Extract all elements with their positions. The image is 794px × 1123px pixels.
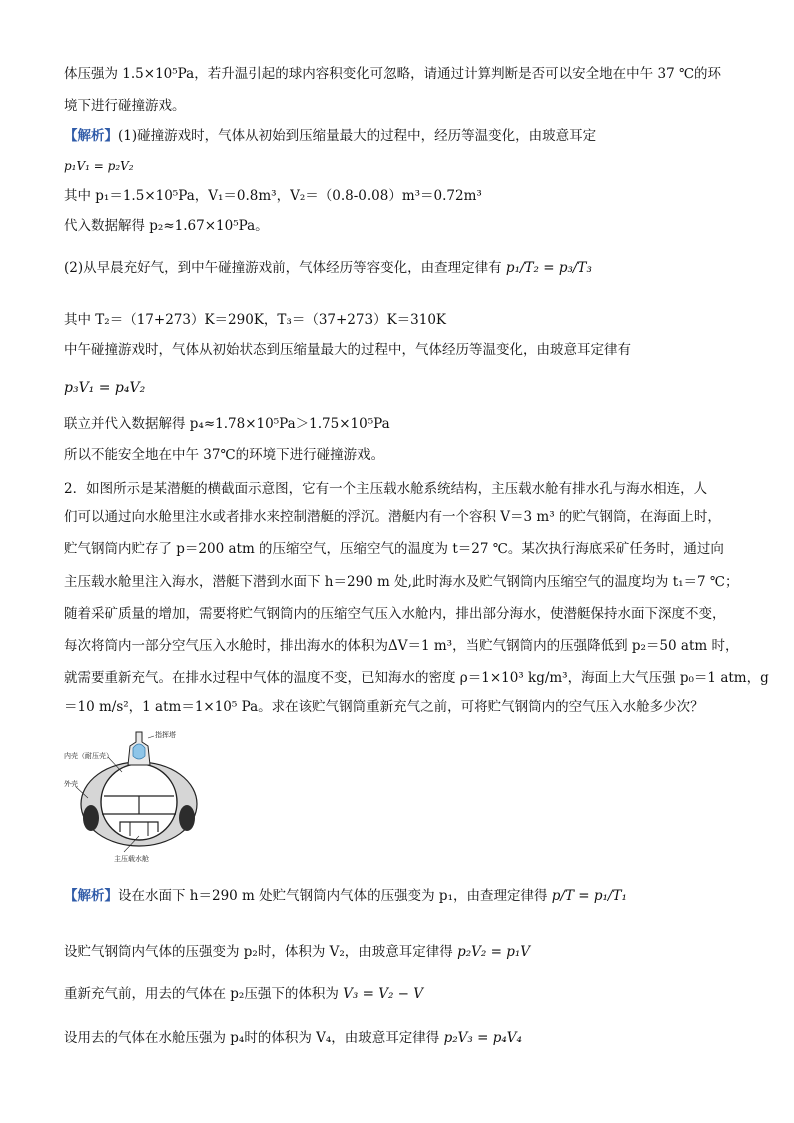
- question-line: ＝10 m/s²，1 atm＝1×10⁵ Pa。求在该贮气钢筒重新充气之前，可将贮气钢筒内的空气压入水舱多少次？: [64, 699, 704, 715]
- analysis-line: [64, 942, 530, 962]
- fraction-equation: p/T = p₁/T₁: [551, 888, 627, 904]
- analysis-line: [64, 1028, 522, 1048]
- equation: p₃V₁ = p₄V₂: [64, 380, 146, 396]
- text-segment: 设在水面下 h＝290 m 处贮气钢筒内气体的压强变为 p₁，由查理定律得: [118, 888, 548, 904]
- question-line: 就需要重新充气。在排水过程中气体的温度不变，已知海水的密度 ρ＝1×10³ kg/m³，海面上大气压强 p₀＝1 atm，g: [64, 670, 769, 686]
- text-segment: 重新充气前，用去的气体在 p₂压强下的体积为: [64, 986, 339, 1002]
- label-ballast-tank: 主压载水舱: [114, 855, 149, 863]
- analysis-line: [64, 886, 627, 906]
- equation: V₃ = V₂ − V: [343, 986, 424, 1002]
- question-line: 们可以通过向水舱里注水或者排水来控制潜艇的浮沉。潜艇内有一个容积 V＝3 m³ 的贮气钢筒，在海面上时，: [64, 509, 721, 525]
- question-line: 贮气钢筒内贮存了 p＝200 atm 的压缩空气，压缩空气的温度为 t＝27 ℃。某次执行海底采矿任务时，通过向: [64, 541, 724, 557]
- text-line: (1)碰撞游戏时，气体从初始到压缩量最大的过程中，经历等温变化，由玻意耳定: [118, 128, 597, 144]
- label-command-tower: 指挥塔: [155, 731, 176, 739]
- equation: p₁V₁ = p₂V₂: [64, 159, 134, 173]
- ballast-tank-right: [179, 805, 195, 831]
- question-line: 2．如图所示是某潜艇的横截面示意图，它有一个主压载水舱系统结构，主压载水舱有排水孔与海水相连，人: [64, 481, 708, 497]
- text-segment: 设用去的气体在水舱压强为 p₄时的体积为 V₄，由玻意耳定律得: [64, 1030, 440, 1046]
- question-line: 主压载水舱里注入海水，潜艇下潜到水面下 h＝290 m 处,此时海水及贮气钢筒内压缩空气的温度均为 t₁＝7 ℃；: [64, 574, 739, 590]
- analysis-line: [64, 126, 596, 146]
- label-outer-hull: 外壳: [64, 780, 78, 788]
- text-line: 联立并代入数据解得 p₄≈1.78×10⁵Pa＞1.75×10⁵Pa: [64, 416, 390, 432]
- text-line: 代入数据解得 p₂≈1.67×10⁵Pa。: [64, 218, 269, 234]
- text-line: 体压强为 1.5×10⁵Pa，若升温引起的球内容积变化可忽略，请通过计算判断是否可以安全地在中午 37 ℃的环: [64, 66, 722, 82]
- equation: p₂V₂ = p₁V: [457, 944, 531, 960]
- analysis-tag: 【解析】: [64, 128, 118, 144]
- text-line: 境下进行碰撞游戏。: [64, 98, 186, 114]
- text-segment: 设贮气钢筒内气体的压强变为 p₂时，体积为 V₂，由玻意耳定律得: [64, 944, 453, 960]
- label-inner-hull: 内壳（耐压壳）: [64, 752, 113, 760]
- question-line: 随着采矿质量的增加，需要将贮气钢筒内的压缩空气压入水舱内，排出部分海水，使潜艇保持水面下深度不变，: [64, 606, 726, 622]
- question-line: 每次将筒内一部分空气压入水舱时，排出海水的体积为ΔV＝1 m³，当贮气钢筒内的压强降低到 p₂＝50 atm 时，: [64, 638, 739, 654]
- analysis-tag: 【解析】: [64, 888, 118, 904]
- fraction-equation: p₁/T₂ = p₃/T₃: [505, 260, 592, 276]
- analysis-line: [64, 984, 423, 1004]
- ballast-tank-left: [83, 805, 99, 831]
- text-line: 其中 p₁＝1.5×10⁵Pa，V₁＝0.8m³，V₂＝（0.8-0.08）m³＝0.72m³: [64, 188, 482, 204]
- text-line-with-fraction: [64, 258, 592, 278]
- text-segment: (2)从早晨充好气，到中午碰撞游戏前，气体经历等容变化，由查理定律有: [64, 260, 502, 276]
- submarine-cross-section-diagram: [64, 724, 209, 864]
- text-line: 其中 T₂＝（17+273）K＝290K，T₃＝（37+273）K＝310K: [64, 312, 447, 328]
- text-line: 所以不能安全地在中午 37℃的环境下进行碰撞游戏。: [64, 447, 385, 463]
- text-line: 中午碰撞游戏时，气体从初始状态到压缩量最大的过程中，气体经历等温变化，由玻意耳定律有: [64, 342, 631, 358]
- equation: p₂V₃ = p₄V₄: [443, 1030, 522, 1046]
